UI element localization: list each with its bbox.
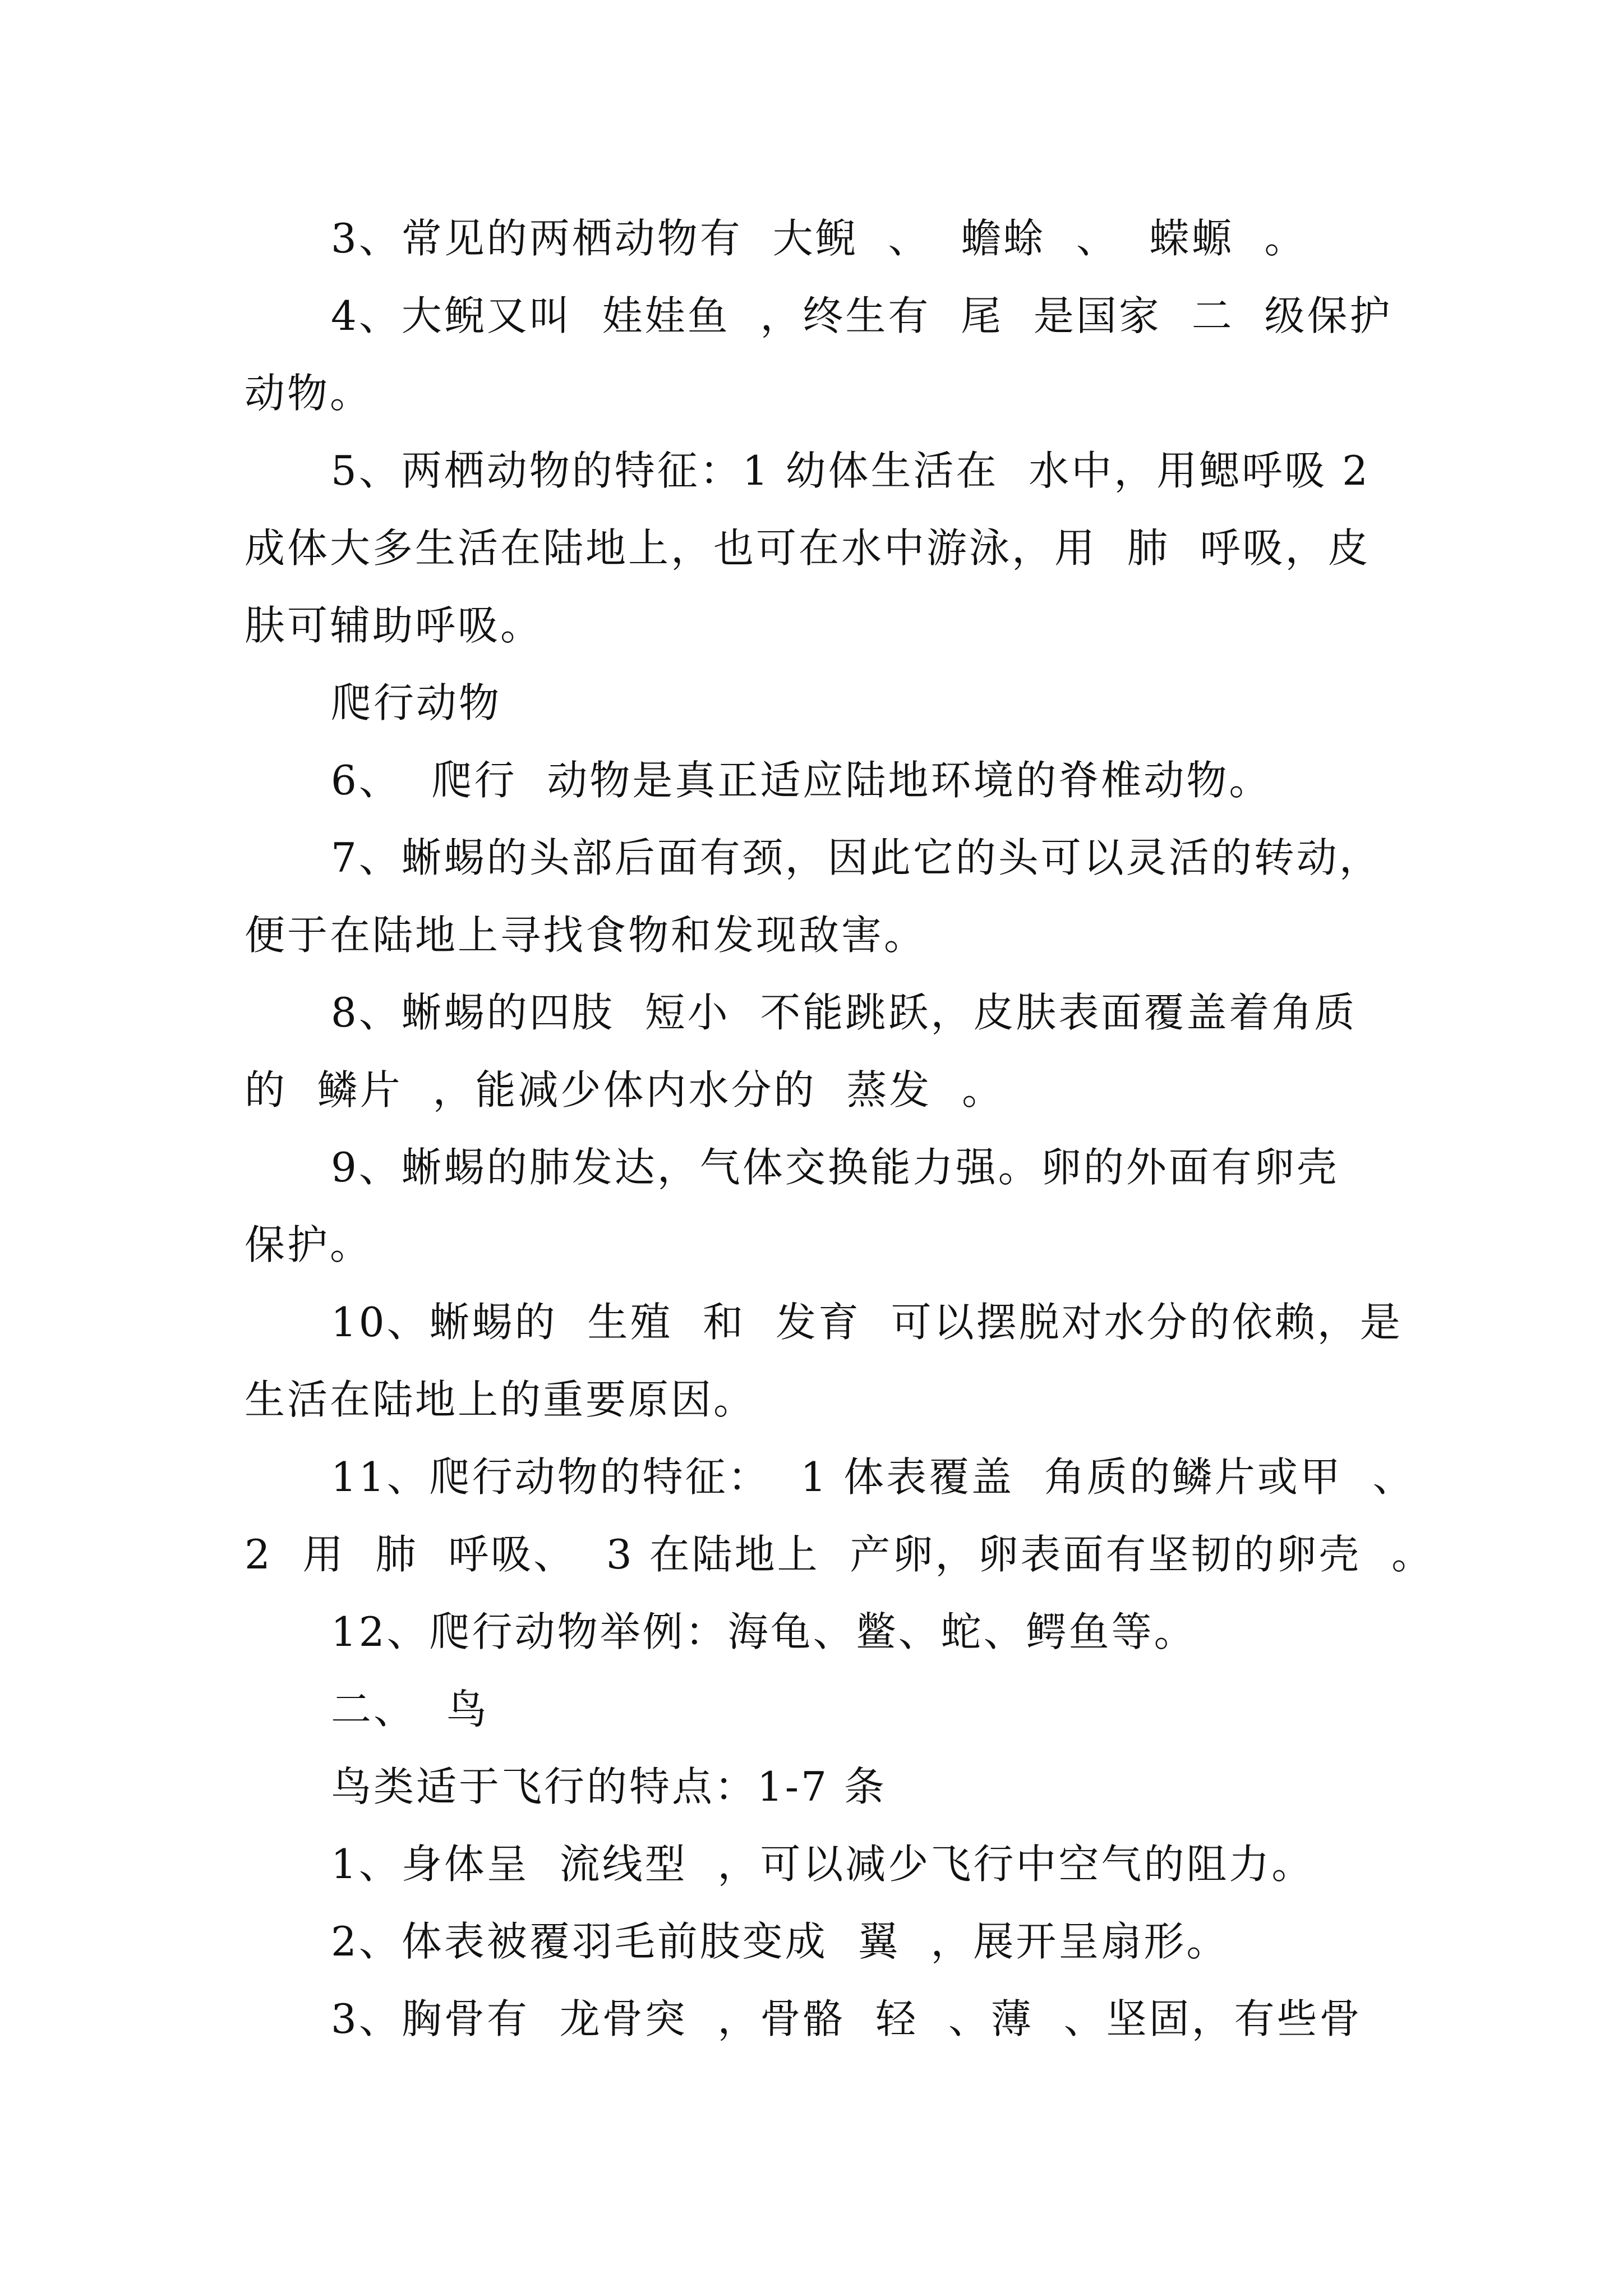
paragraph-line-reptile-examples: 12、爬行动物举例：海龟、鳖、蛇、鳄鱼等。 xyxy=(331,1608,1197,1655)
paragraph-line-lizard-lungs: 9、蜥蜴的肺发达，气体交换能力强。卵的外面有卵壳 xyxy=(331,1144,1339,1191)
paragraph-line-continuation: 的 鳞片 ，能减少体内水分的 蒸发 。 xyxy=(245,1066,1005,1114)
paragraph-line-bird-flight-intro: 鸟类适于飞行的特点：1-7 条 xyxy=(331,1763,887,1810)
paragraph-line-reptiles-intro: 6、 爬行 动物是真正适应陆地环境的脊椎动物。 xyxy=(331,757,1272,804)
paragraph-line-bird-wings: 2、体表被覆羽毛前肢变成 翼 ，展开呈扇形。 xyxy=(331,1918,1229,1965)
paragraph-line-continuation: 便于在陆地上寻找食物和发现敌害。 xyxy=(245,912,927,959)
section-heading-reptiles: 爬行动物 xyxy=(331,679,502,726)
paragraph-line-lizard-reproduction: 10、蜥蜴的 生殖 和 发育 可以摆脱对水分的依赖，是 xyxy=(331,1299,1403,1346)
paragraph-line-amphibian-features: 5、两栖动物的特征：1 幼体生活在 水中，用鳃呼吸 2 xyxy=(331,447,1370,494)
paragraph-line-continuation: 肤可辅助呼吸。 xyxy=(245,602,543,649)
paragraph-line-continuation: 2 用 肺 呼吸、 3 在陆地上 产卵，卵表面有坚韧的卵壳 。 xyxy=(245,1531,1435,1578)
paragraph-line-continuation: 生活在陆地上的重要原因。 xyxy=(245,1376,757,1423)
paragraph-line-continuation: 动物。 xyxy=(245,370,373,417)
paragraph-line-bird-body-shape: 1、身体呈 流线型 ，可以减少飞行中空气的阻力。 xyxy=(331,1841,1315,1888)
paragraph-line-continuation: 保护。 xyxy=(245,1221,373,1268)
paragraph-line-lizard-limbs: 8、蜥蜴的四肢 短小 不能跳跃，皮肤表面覆盖着角质 xyxy=(331,989,1357,1036)
paragraph-line-reptile-features: 11、爬行动物的特征： 1 体表覆盖 角质的鳞片或甲 、 xyxy=(331,1453,1415,1501)
paragraph-line-giant-salamander: 4、大鲵又叫 娃娃鱼 ，终生有 尾 是国家 二 级保护 xyxy=(331,292,1393,339)
paragraph-line-continuation: 成体大多生活在陆地上，也可在水中游泳，用 肺 呼吸，皮 xyxy=(245,524,1371,572)
section-heading-birds: 二、 鸟 xyxy=(331,1686,489,1733)
paragraph-line-lizard-neck: 7、蜥蜴的头部后面有颈，因此它的头可以灵活的转动， xyxy=(331,834,1382,881)
paragraph-line-amphibians-examples: 3、常见的两栖动物有 大鲵 、 蟾蜍 、 蝾螈 。 xyxy=(331,215,1307,262)
paragraph-line-bird-bones: 3、胸骨有 龙骨突 ，骨骼 轻 、薄 、坚固，有些骨 xyxy=(331,1995,1362,2042)
